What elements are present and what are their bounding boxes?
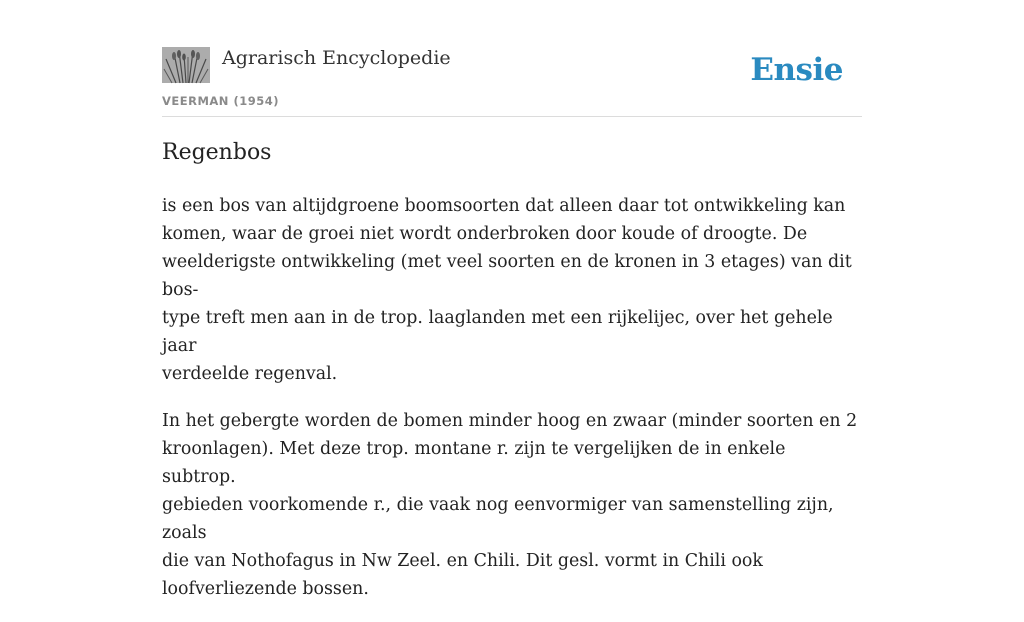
- entry-paragraph-2: [162, 407, 862, 603]
- ensie-logo-link[interactable]: Ensie: [750, 52, 843, 88]
- paragraph-line: komen, waar de groei niet wordt onderbroken door koude of droogte. De: [162, 224, 808, 244]
- paragraph-line: loofverliezende bossen.: [162, 579, 369, 599]
- paragraph-line: In het gebergte worden de bomen minder hoog en zwaar (minder soorten en 2: [162, 411, 858, 431]
- entry-body: [162, 192, 862, 622]
- book-cover-thumbnail-icon[interactable]: [162, 47, 210, 83]
- paragraph-line: type treft men aan in de trop. laaglanden met een rijkelijec, over het gehele jaar: [162, 308, 833, 356]
- paragraph-line: is een bos van altijdgroene boomsoorten dat alleen daar tot ontwikkeling kan: [162, 196, 846, 216]
- paragraph-line: kroonlagen). Met deze trop. montane r. zijn te vergelijken de in enkele subtrop.: [162, 439, 786, 487]
- paragraph-line: die van Nothofagus in Nw Zeel. en Chili. Dit gesl. vormt in Chili ook: [162, 551, 763, 571]
- entry-title: Regenbos: [162, 140, 272, 165]
- source-author-year: VEERMAN (1954): [162, 94, 279, 108]
- paragraph-line: gebieden voorkomende r., die vaak nog eenvormiger van samenstelling zijn, zoals: [162, 495, 834, 543]
- source-header: [162, 44, 862, 117]
- entry-paragraph-1: [162, 192, 862, 388]
- paragraph-line: verdeelde regenval.: [162, 364, 338, 384]
- wheat-illustration-icon: [162, 47, 210, 83]
- paragraph-line: weelderigste ontwikkeling (met veel soorten en de kronen in 3 etages) van dit bos-: [162, 252, 852, 300]
- source-title[interactable]: Agrarisch Encyclopedie: [222, 47, 451, 69]
